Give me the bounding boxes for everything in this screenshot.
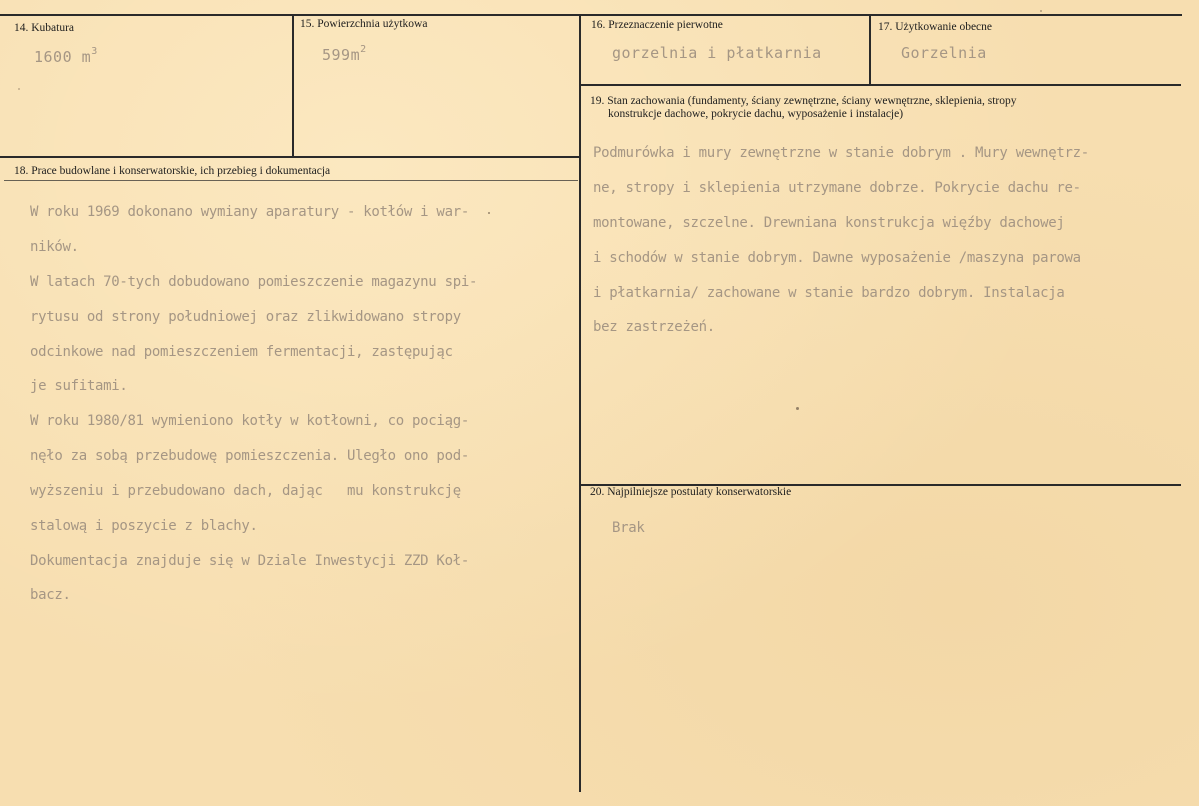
field-19-label-line-1: 19. Stan zachowania (fundamenty, ściany zewnętrzne, ściany wewnętrzne, sklepienia, stropy bbox=[590, 95, 1017, 107]
field-17-value: Gorzelnia bbox=[901, 44, 987, 62]
field-18-line: W latach 70-tych dobudowano pomieszczenie magazynu spi- bbox=[30, 274, 478, 291]
field-20-value: Brak bbox=[612, 520, 645, 536]
paper-speck bbox=[1040, 10, 1042, 12]
field-18-line: rytusu od strony południowej oraz zlikwidowano stropy bbox=[30, 308, 461, 325]
field-19-label-line-2: konstrukcje dachowe, pokrycie dachu, wyposażenie i instalacje) bbox=[608, 108, 904, 120]
field-15-label: 15. Powierzchnia użytkowa bbox=[300, 18, 428, 30]
top-rule bbox=[0, 14, 1182, 16]
field-20-label: 20. Najpilniejsze postulaty konserwatorskie bbox=[590, 486, 792, 498]
field-14-number: 1600 m bbox=[34, 48, 92, 66]
paper-speck bbox=[796, 407, 799, 410]
field-15-number: 599m bbox=[322, 46, 361, 64]
field-17-label: 17. Użytkowanie obecne bbox=[878, 21, 993, 33]
field-18-line: W roku 1969 dokonano wymiany aparatury - kotłów i war- bbox=[30, 204, 469, 221]
field-15-value bbox=[322, 44, 367, 64]
field-14-value bbox=[34, 46, 98, 66]
field-18-label: 18. Prace budowlane i konserwatorskie, ich przebieg i dokumentacja bbox=[14, 165, 331, 177]
field-19-line: i płatkarnia/ zachowane w stanie bardzo dobrym. Instalacja bbox=[593, 284, 1065, 301]
paper-speck bbox=[488, 212, 490, 214]
field-18-line: stalową i poszycie z blachy. bbox=[30, 517, 258, 534]
rule-below-18-label bbox=[4, 180, 578, 181]
field-18-line: wyższeniu i przebudowano dach, dając mu konstrukcję bbox=[30, 482, 461, 499]
field-14-unit-exponent: 3 bbox=[91, 46, 98, 57]
field-15-unit-exponent: 2 bbox=[360, 44, 367, 55]
field-16-value: gorzelnia i płatkarnia bbox=[612, 44, 822, 62]
field-19-line: i schodów w stanie dobrym. Dawne wyposażenie /maszyna parowa bbox=[593, 249, 1081, 266]
field-16-label: 16. Przeznaczenie pierwotne bbox=[591, 19, 723, 31]
field-19-line: ne, stropy i sklepienia utrzymane dobrze. Pokrycie dachu re- bbox=[593, 180, 1081, 197]
field-18-line: odcinkowe nad pomieszczeniem fermentacji, zastępując bbox=[30, 343, 453, 360]
field-18-line: ników. bbox=[30, 239, 79, 256]
field-18-line: je sufitami. bbox=[30, 378, 128, 395]
field-14-label: 14. Kubatura bbox=[14, 22, 75, 34]
field-19-line: Podmurówka i mury zewnętrzne w stanie dobrym . Mury wewnętrz- bbox=[593, 145, 1089, 162]
paper-speck bbox=[18, 88, 20, 90]
rule-above-19 bbox=[581, 84, 1181, 86]
field-18-text bbox=[30, 187, 477, 622]
field-18-line: bacz. bbox=[30, 587, 71, 604]
field-18-line: W roku 1980/81 wymieniono kotły w kotłowni, co pociąg- bbox=[30, 413, 469, 430]
field-19-text bbox=[593, 128, 1089, 354]
divider-16-17 bbox=[869, 14, 871, 85]
main-vertical-divider bbox=[579, 14, 581, 792]
field-19-line: bez zastrzeżeń. bbox=[593, 319, 715, 336]
field-19-line: montowane, szczelne. Drewniana konstrukcja więźby dachowej bbox=[593, 215, 1065, 232]
field-18-line: nęło za sobą przebudowę pomieszczenia. Uległo ono pod- bbox=[30, 448, 469, 465]
divider-14-15 bbox=[292, 14, 294, 156]
field-18-line: Dokumentacja znajduje się w Dziale Inwestycji ZZD Koł- bbox=[30, 552, 469, 569]
rule-above-18 bbox=[0, 156, 580, 158]
